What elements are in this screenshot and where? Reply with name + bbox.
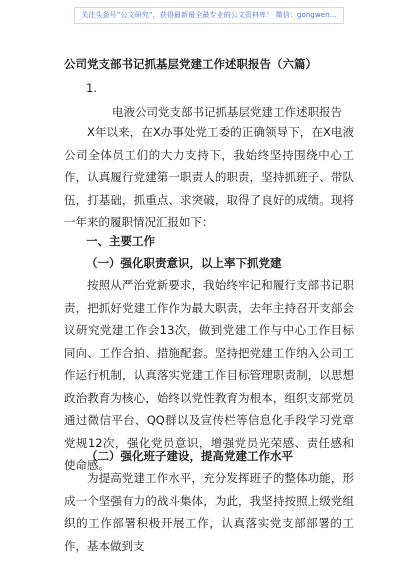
intro-paragraph: X年以来，在X办事处党工委的正确领导下，在X电液公司全体员工们的大力支持下，我始终坚持围绕中心工作，认真履行党建第一职责人的职责，坚持抓班子、带队伍，打基础，抓重点、求突破，取得了良好的成绩。现将一年来的履职情况汇报如下： [64, 125, 354, 229]
document-title: 公司党支部书记抓基层党建工作述职报告（六篇） [64, 57, 317, 71]
subsection-heading-team-building: （二）强化班子建设，提高党建工作水平 [86, 449, 293, 463]
report-subtitle: 电液公司党支部书记抓基层党建工作述职报告 [112, 105, 342, 119]
team-building-paragraph: 为提高党建工作水平，充分发挥班子的整体功能，形成一个坚强有力的战斗集体，为此，我坚持按照上级党组织的工作部署积极开展工作，认真落实党支部部署的工作，基本做到支 [64, 471, 354, 553]
duty-awareness-paragraph: 按照从严治党新要求，我始终牢记和履行支部书记职责，把抓好党建工作作为最大职责，去年主持召开支部会议研究党建工作会13次，做到党建工作与中心工作目标同向、工作合拍、措施配套。坚持把党建工作纳入公司工作运行机制，认真落实党建工作目标管理职责制，以思想政治教育为核心，始终以党性教育为根本，组织支部党员通过微信平台、QQ群以及宣传栏等信息化手段学习党章党规12次，强化党员意识，增强党员光荣感、责任感和使命感。 [64, 278, 354, 472]
header-banner: 关注头条号“公文研究”，获得最新最全最专业的公文资料库！ 微信：gongwen... [74, 7, 344, 24]
section-heading-main-work: 一、主要工作 [86, 234, 155, 248]
subsection-heading-duty-awareness: （一）强化职责意识，以上率下抓党建 [86, 256, 282, 270]
section-number: 1. [86, 81, 97, 95]
